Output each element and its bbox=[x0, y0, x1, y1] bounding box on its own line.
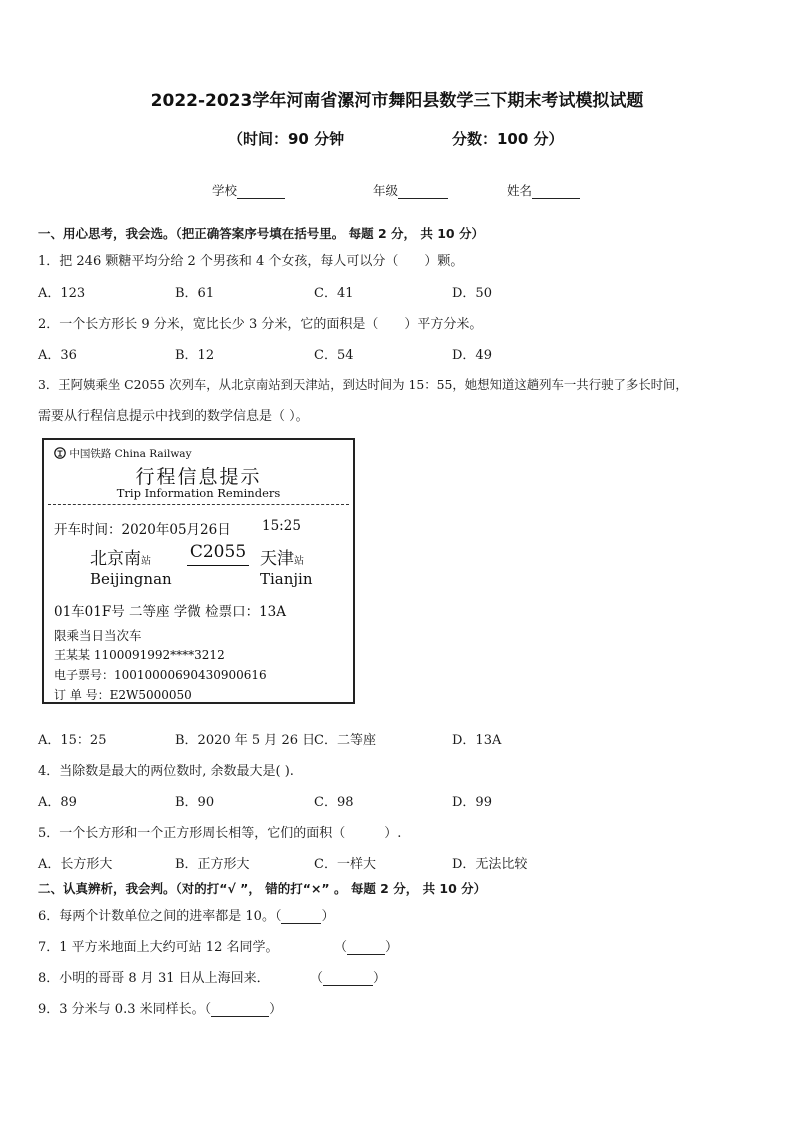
q7-text: 7．1 平方米地面上大约可站 12 名同学。 bbox=[38, 940, 279, 955]
q7-answer-blank[interactable] bbox=[347, 941, 385, 955]
ticket-title-cn: 行程信息提示 bbox=[135, 466, 262, 488]
q9-close-paren: ） bbox=[269, 1002, 283, 1017]
section1-heading: 一、用心思考，我会选。（把正确答案序号填在括号里。 每题 2 分， 共 10 分） bbox=[38, 226, 484, 241]
passenger-info: 王某某 1100091992****3212 bbox=[54, 648, 225, 662]
q5-option-c[interactable]: C．一样大 bbox=[314, 857, 376, 872]
school-field[interactable] bbox=[212, 181, 285, 199]
q7-open-paren: （ bbox=[334, 940, 348, 955]
to-station-suffix: 站 bbox=[294, 556, 304, 567]
q1-option-d[interactable]: D．50 bbox=[452, 286, 492, 301]
q2-option-d[interactable]: D．49 bbox=[452, 348, 492, 363]
question-2: 2．一个长方形长 9 分米，宽比长少 3 分米，它的面积是（ ）平方分米。 bbox=[38, 317, 483, 332]
question-9 bbox=[38, 998, 282, 1017]
page-title: 2022-2023学年河南省漯河市舞阳县数学三下期末考试模拟试题 bbox=[150, 91, 644, 111]
from-station-suffix: 站 bbox=[141, 556, 151, 567]
from-station-cn: 北京南 bbox=[90, 549, 141, 569]
ticket-divider bbox=[48, 504, 349, 505]
q8-close-paren: ） bbox=[373, 971, 387, 986]
q8-open-paren: （ bbox=[310, 971, 324, 986]
depart-date: 开车时间：2020年05月26日 bbox=[54, 522, 231, 538]
logo-text: 中国铁路 China Railway bbox=[69, 448, 192, 460]
name-blank[interactable] bbox=[532, 184, 580, 199]
q5-option-b[interactable]: B．正方形大 bbox=[175, 857, 250, 872]
q3-option-d[interactable]: D．13A bbox=[452, 733, 502, 748]
q1-option-a[interactable]: A．123 bbox=[38, 286, 86, 301]
q4-option-d[interactable]: D．99 bbox=[452, 795, 492, 810]
q3-option-b[interactable]: B．2020 年 5 月 26 日 bbox=[175, 733, 316, 748]
q1-option-b[interactable]: B．61 bbox=[175, 286, 215, 301]
q9-text: 9．3 分米与 0.3 米同样长。（ bbox=[38, 1002, 212, 1017]
q6-close-paren: ） bbox=[321, 909, 335, 924]
q4-option-c[interactable]: C．98 bbox=[314, 795, 354, 810]
q1-option-c[interactable]: C．41 bbox=[314, 286, 354, 301]
question-6 bbox=[38, 905, 334, 924]
q2-option-b[interactable]: B．12 bbox=[175, 348, 215, 363]
grade-blank[interactable] bbox=[398, 184, 448, 199]
q2-option-c[interactable]: C．54 bbox=[314, 348, 354, 363]
eticket-number: 电子票号：10010000690430900616 bbox=[54, 668, 267, 682]
question-1: 1．把 246 颗糖平均分给 2 个男孩和 4 个女孩，每人可以分（ ）颗。 bbox=[38, 254, 464, 269]
q7-answer bbox=[334, 936, 398, 955]
q8-text: 8．小明的哥哥 8 月 31 日从上海回来． bbox=[38, 971, 270, 986]
question-8 bbox=[38, 967, 270, 986]
q5-option-d[interactable]: D．无法比较 bbox=[452, 857, 528, 872]
q7-close-paren: ） bbox=[385, 940, 399, 955]
question-7 bbox=[38, 936, 278, 955]
grade-label: 年级 bbox=[373, 183, 399, 198]
ticket-title-en: Trip Information Reminders bbox=[116, 486, 281, 500]
grade-field[interactable] bbox=[373, 181, 448, 199]
q4-option-b[interactable]: B．90 bbox=[175, 795, 215, 810]
question-5: 5．一个长方形和一个正方形周长相等，它们的面积（ ）. bbox=[38, 826, 402, 841]
q8-answer-blank[interactable] bbox=[323, 972, 373, 986]
from-station bbox=[90, 544, 151, 569]
depart-time: 15:25 bbox=[262, 518, 301, 534]
name-label: 姓名 bbox=[507, 183, 533, 198]
q4-option-a[interactable]: A．89 bbox=[38, 795, 77, 810]
to-station-en: Tianjin bbox=[260, 570, 313, 588]
school-blank[interactable] bbox=[237, 184, 285, 199]
from-station-en: Beijingnan bbox=[90, 570, 172, 588]
china-railway-logo bbox=[54, 446, 192, 461]
q6-answer-blank[interactable] bbox=[281, 910, 321, 924]
question-3-line2: 需要从行程信息提示中找到的数学信息是（ ）。 bbox=[38, 409, 309, 424]
train-number: C2055 bbox=[187, 542, 249, 566]
railway-logo-icon bbox=[54, 447, 66, 459]
exam-time: （时间：90 分钟 bbox=[228, 130, 345, 148]
name-field[interactable] bbox=[507, 181, 580, 199]
q6-text: 6．每两个计数单位之间的进率都是 10。（ bbox=[38, 909, 282, 924]
to-station-cn: 天津 bbox=[260, 549, 294, 569]
order-number: 订 单 号：E2W5000050 bbox=[54, 688, 192, 702]
school-label: 学校 bbox=[212, 183, 238, 198]
q8-answer bbox=[310, 967, 386, 986]
q2-option-a[interactable]: A．36 bbox=[38, 348, 77, 363]
q3-option-a[interactable]: A．15：25 bbox=[38, 733, 107, 748]
exam-score: 分数：100 分） bbox=[452, 130, 564, 148]
seat-info: 01车01F号 二等座 学微 检票口：13A bbox=[54, 604, 287, 620]
trip-info-ticket bbox=[42, 438, 355, 704]
to-station bbox=[260, 544, 304, 569]
q3-option-c[interactable]: C．二等座 bbox=[314, 733, 376, 748]
question-4: 4．当除数是最大的两位数时, 余数最大是( ). bbox=[38, 764, 294, 779]
q5-option-a[interactable]: A．长方形大 bbox=[38, 857, 113, 872]
question-3-line1: 3．王阿姨乘坐 C2055 次列车，从北京南站到天津站，到达时间为 15：55，她想知道这趟列车一共行驶了多长时间， bbox=[38, 377, 688, 392]
section2-heading: 二、认真辨析，我会判。（对的打“√ ”， 错的打“×” 。 每题 2 分， 共 10 分） bbox=[38, 881, 487, 896]
q9-answer-blank[interactable] bbox=[211, 1003, 269, 1017]
limit-note: 限乘当日当次车 bbox=[54, 628, 142, 643]
